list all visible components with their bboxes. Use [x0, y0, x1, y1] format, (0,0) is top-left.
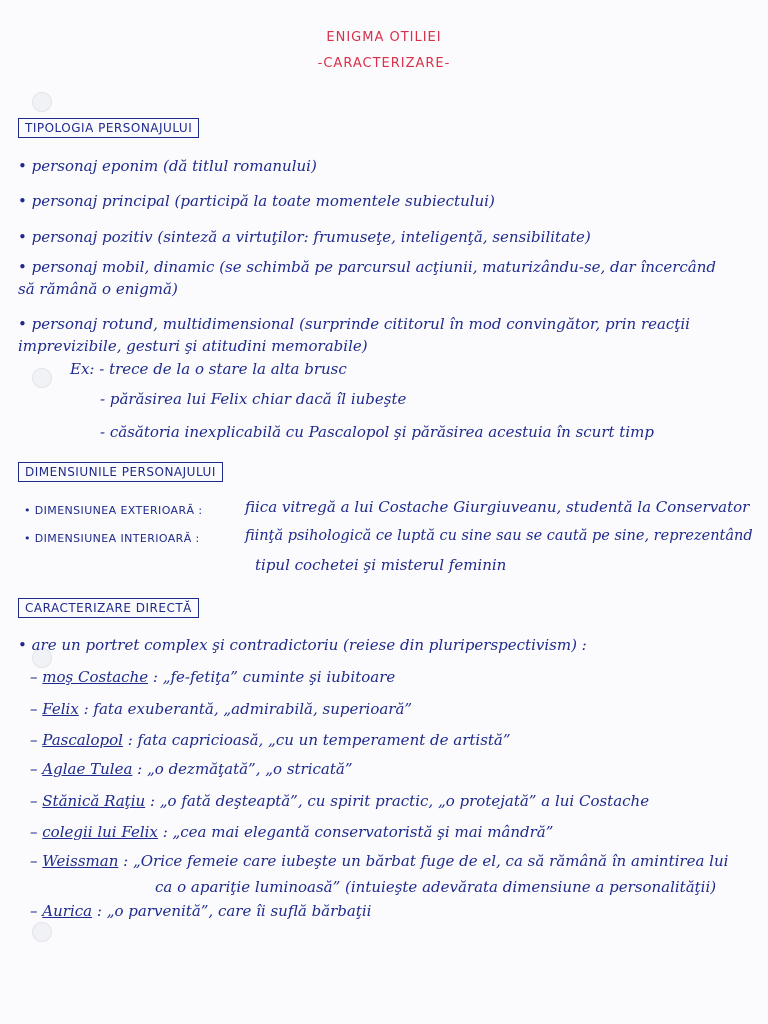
list-item: – Weissman : „Orice femeie care iubeşte un bărbat fuge de el, ca să rămână în amintirea lui — [30, 852, 729, 870]
character-name: Aurica — [42, 902, 93, 920]
character-name: moş Costache — [42, 668, 149, 686]
section-heading-tipologia: TIPOLOGIA PERSONAJULUI — [18, 118, 199, 138]
character-quote: : „Orice femeie care iubeşte un bărbat fuge de el, ca să rămână în amintirea lui — [123, 852, 729, 870]
character-name: Aglae Tulea — [42, 760, 133, 778]
text-line: tipul cochetei şi misterul feminin — [255, 556, 507, 574]
character-quote: : „o fată deşteaptă”, cu spirit practic, „o protejată” a lui Costache — [149, 792, 650, 810]
text-line: fiica vitregă a lui Costache Giurgiuveanu, studentă la Conservator — [245, 498, 750, 516]
character-quote: : „o parvenită”, care îi suflă bărbaţii — [96, 902, 372, 920]
list-item-continuation — [155, 878, 716, 896]
text-line: - părăsirea lui Felix chiar dacă îl iubeşte — [100, 390, 407, 408]
page-subtitle: -CARACTERIZARE- — [317, 56, 451, 71]
character-name: Stănică Raţiu — [42, 792, 146, 810]
character-name: colegii lui Felix — [42, 823, 158, 841]
character-quote: : fata capricioasă, „cu un temperament de artistă” — [127, 731, 511, 749]
list-item: – Aglae Tulea : „o dezmăţată”, „o stricată” — [30, 760, 353, 778]
text-line: • personaj principal (participă la toate momentele subiectului) — [18, 192, 495, 210]
punch-hole — [32, 922, 52, 942]
section-heading-directa: CARACTERIZARE DIRECTĂ — [18, 598, 199, 618]
list-item: – Stănică Raţiu : „o fată deşteaptă”, cu spirit practic, „o protejată” a lui Costache — [30, 792, 650, 810]
punch-hole — [32, 368, 52, 388]
text-line: imprevizibile, gesturi şi atitudini memorabile) — [18, 337, 368, 355]
character-name: Pascalopol — [42, 731, 123, 749]
character-quote: ca o apariţie luminoasă” (intuieşte adevărata dimensiune a personalităţii) — [155, 878, 717, 896]
text-line: fiinţă psihologică ce luptă cu sine sau se caută pe sine, reprezentând — [245, 528, 753, 544]
list-item: – Pascalopol : fata capricioasă, „cu un temperament de artistă” — [30, 731, 511, 749]
character-name: Weissman — [42, 852, 119, 870]
label-exterior: • DIMENSIUNEA EXTERIOARĂ : — [24, 504, 203, 517]
text-line: să rămână o enigmă) — [18, 280, 178, 298]
text-line: - căsătoria inexplicabilă cu Pascalopol şi părăsirea acestuia în scurt timp — [100, 423, 654, 441]
text-line: Ex: - trece de la o stare la alta brusc — [70, 360, 347, 378]
text-line: • personaj rotund, multidimensional (surprinde cititorul în mod convingător, prin reacţii — [18, 315, 690, 333]
text-line: • personaj mobil, dinamic (se schimbă pe parcursul acţiunii, maturizându-se, dar încercând — [18, 258, 716, 276]
text-line: • are un portret complex şi contradictoriu (reiese din pluriperspectivism) : — [18, 636, 587, 654]
label-interior: • DIMENSIUNEA INTERIOARĂ : — [24, 532, 200, 545]
page-title: ENIGMA OTILIEI — [326, 30, 442, 45]
text-line: • personaj eponim (dă titlul romanului) — [18, 157, 317, 175]
list-item: – Aurica : „o parvenită”, care îi suflă bărbaţii — [30, 902, 372, 920]
character-quote: : „o dezmăţată”, „o stricată” — [137, 760, 353, 778]
list-item: – moş Costache : „fe-fetiţa” cuminte şi iubitoare — [30, 668, 396, 686]
character-name: Felix — [42, 700, 79, 718]
text-line: • personaj pozitiv (sinteză a virtuţilor: frumuseţe, inteligenţă, sensibilitate) — [18, 228, 591, 246]
character-quote: : „cea mai elegantă conservatoristă şi mai mândră” — [162, 823, 554, 841]
section-heading-dimensiunile: DIMENSIUNILE PERSONAJULUI — [18, 462, 223, 482]
list-item: – Felix : fata exuberantă, „admirabilă, superioară” — [30, 700, 413, 718]
character-quote: : fata exuberantă, „admirabilă, superioară” — [83, 700, 413, 718]
character-quote: : „fe-fetiţa” cuminte şi iubitoare — [152, 668, 396, 686]
list-item: – colegii lui Felix : „cea mai elegantă conservatoristă şi mai mândră” — [30, 823, 554, 841]
punch-hole — [32, 92, 52, 112]
